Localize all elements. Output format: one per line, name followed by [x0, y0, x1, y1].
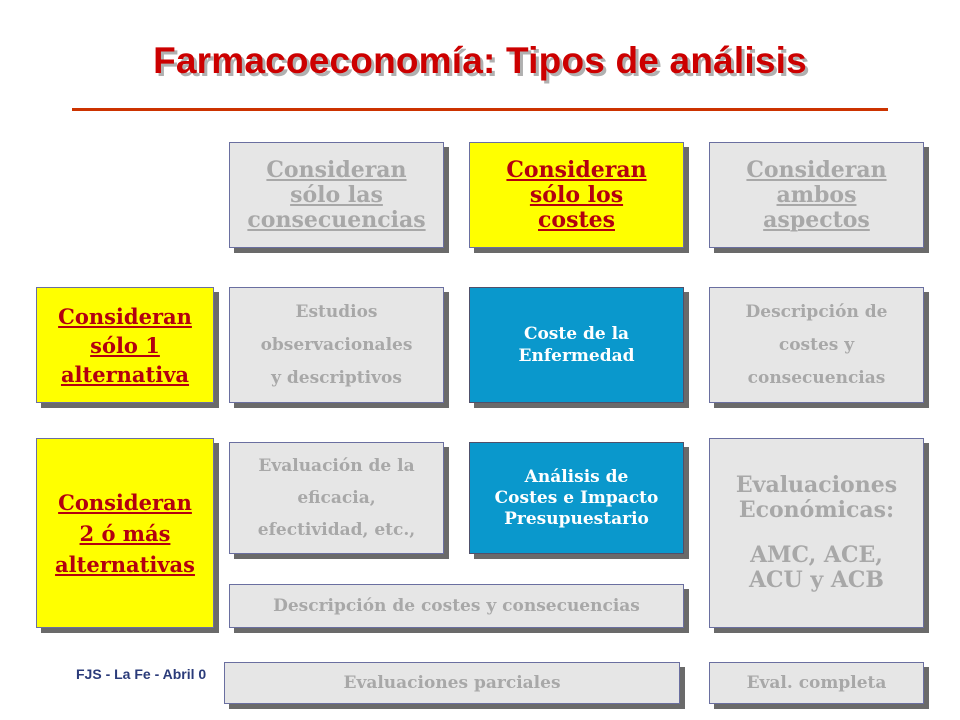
header-consecuencias-line-1: Consideran [266, 156, 407, 183]
cell-economicas-spacer [736, 523, 897, 543]
cell-descripcion-wide [229, 584, 684, 628]
header-ambos-line-1: Consideran [746, 156, 887, 183]
header-consecuencias-line-3: consecuencias [247, 206, 426, 233]
cell-coste-enfermedad [469, 287, 684, 403]
cell-economicas-line-1: Evaluaciones [735, 472, 898, 498]
header-ambos-line-2: ambos [776, 181, 857, 208]
cell-estudios-line-3: y descriptivos [271, 367, 402, 388]
cell-economicas-line-4: ACU y ACB [748, 567, 885, 593]
row-dos-line-3: alternativas [55, 551, 195, 577]
cell-descripcion-line-2: costes y [778, 334, 855, 355]
row-una-line-2: sólo 1 [90, 332, 160, 358]
cell-descripcion-line-1: Descripción de [745, 301, 888, 322]
header-costes [469, 142, 684, 248]
bottom-eval-completa [709, 662, 924, 704]
footer-text: FJS - La Fe - Abril 0 [76, 666, 207, 682]
cell-economicas-line-2: Económicas: [738, 497, 895, 523]
cell-eficacia-line-2: eficacia, [297, 488, 376, 508]
cell-analisis-line-2: Costes e Impacto [494, 487, 659, 508]
cell-economicas-line-3: AMC, ACE, [750, 542, 883, 568]
row-dos-line-2: 2 ó más [79, 520, 171, 546]
bottom-completa-text: Eval. completa [746, 673, 887, 693]
cell-eficacia-line-3: efectividad, etc., [257, 520, 416, 540]
cell-analisis-line-1: Análisis de [524, 466, 629, 487]
header-ambos [709, 142, 924, 248]
cell-evaluaciones-economicas [709, 438, 924, 628]
cell-descripcion-line-3: consecuencias [747, 367, 886, 388]
cell-analisis-line-3: Presupuestario [504, 508, 649, 529]
row-una-alternativa [36, 287, 214, 403]
slide-title: Farmacoeconomía: Tipos de análisis [153, 40, 807, 81]
cell-descripcion-costes-consecuencias [709, 287, 924, 403]
row-dos-line-1: Consideran [58, 489, 192, 515]
cell-estudios-observacionales [229, 287, 444, 403]
header-costes-line-3: costes [538, 206, 615, 233]
header-ambos-line-3: aspectos [763, 206, 870, 233]
title-underline [72, 108, 888, 111]
cell-coste-enfermedad-line-2: Enfermedad [518, 346, 635, 366]
header-costes-line-2: sólo los [529, 181, 624, 208]
bottom-parciales-text: Evaluaciones parciales [343, 673, 561, 693]
cell-descripcion-wide-text: Descripción de costes y consecuencias [273, 596, 640, 616]
cell-analisis-costes-impacto [469, 442, 684, 554]
header-consecuencias-line-2: sólo las [290, 181, 383, 208]
cell-estudios-line-1: Estudios [295, 301, 378, 322]
header-consecuencias [229, 142, 444, 248]
row-dos-alternativas [36, 438, 214, 628]
header-costes-line-1: Consideran [506, 156, 647, 183]
cell-estudios-line-2: observacionales [260, 334, 413, 355]
row-una-line-1: Consideran [58, 303, 192, 329]
cell-eficacia-line-1: Evaluación de la [258, 456, 415, 476]
cell-coste-enfermedad-line-1: Coste de la [523, 324, 630, 344]
row-una-line-3: alternativa [60, 361, 190, 387]
bottom-evaluaciones-parciales [224, 662, 680, 704]
cell-evaluacion-eficacia [229, 442, 444, 554]
